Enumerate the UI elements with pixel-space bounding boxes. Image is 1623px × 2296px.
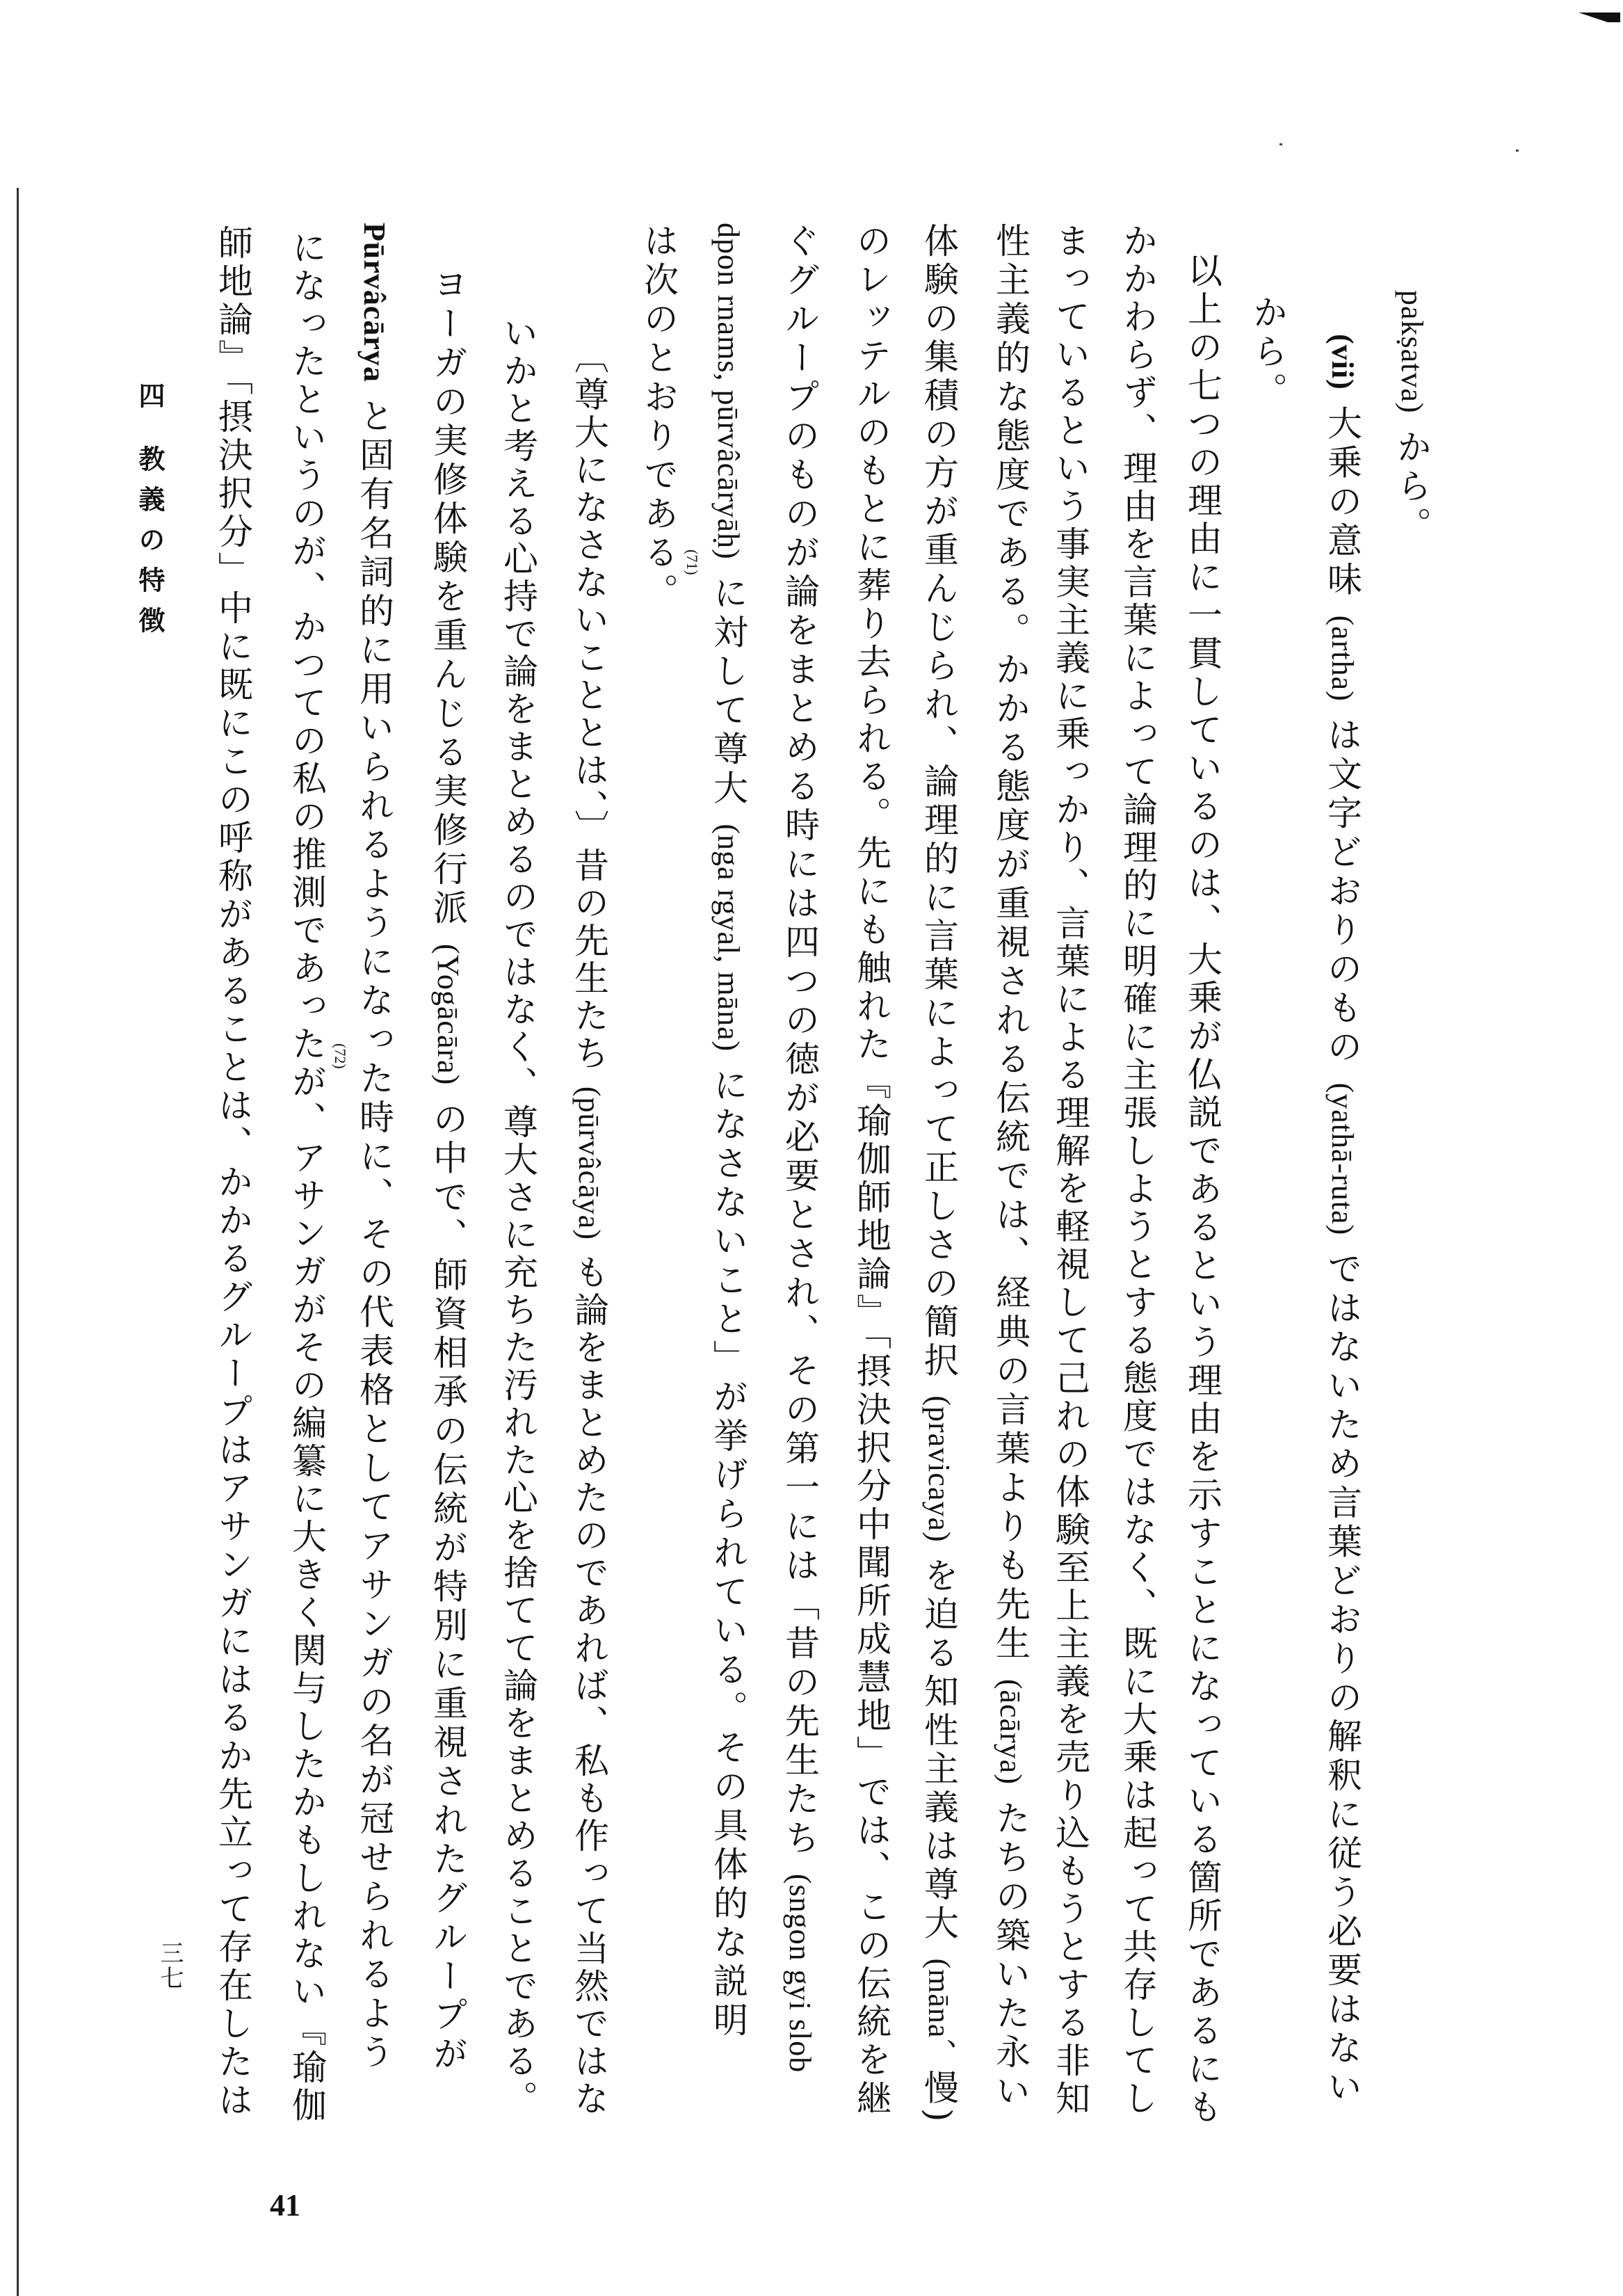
- text: 慢): [919, 2069, 959, 2126]
- text: になったというのが、かつての私の推測であった: [286, 230, 327, 1063]
- term: (pūrvâcāya): [572, 1086, 606, 1240]
- running-head: 四 教義の特徴: [134, 382, 165, 648]
- scan-speck: [1516, 150, 1519, 152]
- term: pakṣatva): [1395, 290, 1429, 414]
- text: まっているという事実主義に乗っかり、言葉による理解を軽視して己れの体験至上主義を売り込もうとする非知: [1050, 223, 1090, 2118]
- item-label: (vii): [1325, 334, 1359, 390]
- text: 体験の集積の方が重んじられ、論理的に言葉によって正しさの簡択: [919, 223, 959, 1396]
- footnote-ref-71[interactable]: (71): [684, 549, 701, 575]
- text: たちの築いた永い: [990, 1784, 1031, 2112]
- text-column-16: [352, 223, 396, 2132]
- text: ヨーガの実修体験を重んじる実修行派: [428, 266, 468, 944]
- text-column-8: [917, 223, 961, 2132]
- text-column-5: [1115, 223, 1160, 2132]
- text-column-6: [1048, 223, 1092, 2132]
- term: (sngon gyi slob: [783, 1873, 817, 2073]
- text: 以上の七つの理由に一貫しているのは、大乗が仏説であるという理由を示すことになっている箇所であるにも: [1182, 252, 1222, 2127]
- term: (Yogācāra): [431, 943, 465, 1086]
- text: は次のとおりである。: [638, 223, 679, 612]
- text: ぐグループのものが論をまとめる時には四つの徳が必要とされ、その第一には「昔の先生たち: [780, 223, 820, 1874]
- term: (ācārya): [994, 1678, 1028, 1785]
- term: (māna、: [922, 1958, 956, 2070]
- text: が、アサンガがその編纂に大きく関与したかもしれない『瑜伽: [286, 1063, 327, 2125]
- scan-speck: [1279, 143, 1282, 145]
- text: かかわらず、理由を言葉によって論理的に明確に主張しようとする態度ではなく、既に大乗は起って共存してし: [1117, 223, 1158, 2118]
- footnote-ref-72[interactable]: (72): [332, 1043, 349, 1069]
- page-number: 41: [270, 2188, 300, 2222]
- term: (nga rgyal, māna): [711, 824, 745, 1052]
- text-column-15: [426, 266, 470, 2132]
- text: 性主義的な態度である。かかる態度が重視される伝統では、経典の言葉よりも先生: [990, 223, 1031, 1679]
- text-column-4: [1180, 252, 1225, 2132]
- scan-border-line: [17, 188, 19, 2296]
- text-column-9: [849, 223, 894, 2132]
- page-number-kanji: 三七: [156, 1941, 184, 1991]
- term: (yathā-ruta): [1325, 1082, 1359, 1236]
- term: dpon rnams, pūrvâcāryāḥ): [711, 223, 745, 560]
- text: から。: [1247, 294, 1288, 411]
- text: 〔尊大になさないこととは、〕昔の先生たち: [569, 339, 609, 1086]
- text: ではないため言葉どおりの解釈に従う必要はない: [1322, 1235, 1362, 2108]
- text-column-13: [567, 339, 611, 2132]
- text: いかと考える心持で論をまとめるのではなく、尊大さに充ちた汚れた心を捨てて論をまとめることである。: [498, 315, 538, 2118]
- text-column-18: [211, 225, 255, 2132]
- term: (artha): [1325, 615, 1359, 702]
- text: に対して尊大: [708, 559, 748, 824]
- text-column-7: [988, 223, 1033, 2132]
- text-column-11: [706, 223, 750, 2132]
- text-column-3: [1245, 294, 1290, 411]
- text-column-10: [777, 223, 822, 2132]
- text: を迫る知性主義は尊大: [919, 1542, 959, 1959]
- term: (pravicaya): [922, 1395, 956, 1543]
- text-column-1: [1389, 290, 1434, 546]
- text: も論をまとめたのであれば、私も作って当然ではな: [569, 1239, 609, 2118]
- text-column-12: [636, 223, 681, 612]
- text: から。: [1391, 413, 1432, 546]
- text-column-17: [284, 230, 329, 2132]
- text-column-2: [1320, 334, 1364, 2132]
- text: 大乗の意味: [1322, 390, 1362, 616]
- text: 師地論』「摂決択分」中に既にこの呼称があることは、かかるグループはアサンガにはるか先立って存在したは: [213, 225, 253, 2120]
- text: の中で、師資相承の伝統が特別に重視されたグループが: [428, 1085, 468, 2075]
- text-column-14: [496, 315, 540, 2132]
- scan-corner-mark: [1578, 13, 1620, 22]
- text: のレッテルのもとに葬り去られる。先にも触れた『瑜伽師地論』「摂決択分中聞所成慧地」では、この伝統を継: [851, 223, 891, 2118]
- text: は文字どおりのもの: [1322, 701, 1362, 1083]
- text: と固有名詞的に用いられるようになった時に、その代表格としてアサンガの名が冠せられるよう: [354, 382, 394, 2073]
- term-bold: Pūrvâcārya: [357, 223, 391, 383]
- text: になさないこと」が挙げられている。その具体的な説明: [708, 1052, 748, 2041]
